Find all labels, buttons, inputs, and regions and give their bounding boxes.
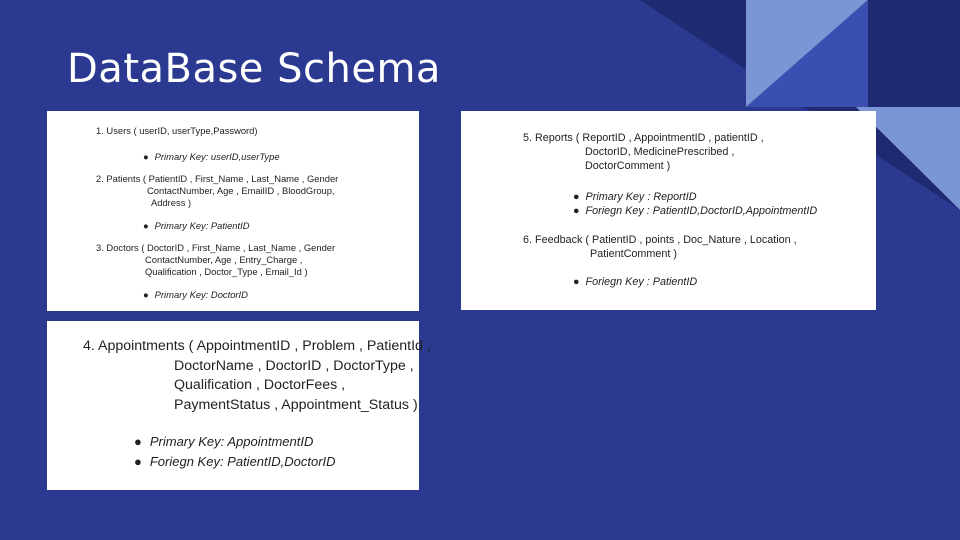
patients-definition-line2: ContactNumber, Age , EmailID , BloodGroup, — [147, 185, 335, 196]
bullet-icon: ● — [573, 205, 580, 217]
feedback-entry — [523, 233, 797, 261]
bullet-icon: ● — [573, 191, 580, 203]
reports-entry — [523, 131, 764, 173]
patients-primary-key — [143, 220, 250, 232]
reports-foreign-key — [573, 204, 817, 218]
doctors-primary-key-text: Primary Key: DoctorID — [154, 289, 248, 300]
bullet-icon: ● — [143, 289, 149, 300]
patients-definition-line1: 2. Patients ( PatientID , First_Name , Last_Name , Gender — [96, 173, 339, 184]
reports-definition-line3: DoctorComment ) — [585, 160, 671, 172]
patients-entry — [96, 173, 338, 209]
patients-definition-line3: Address ) — [151, 197, 192, 208]
feedback-foreign-key-text: Foriegn Key : PatientID — [585, 276, 698, 288]
doctors-definition-line3: Qualification , Doctor_Type , Email_Id ) — [145, 266, 308, 277]
patients-primary-key-text: Primary Key: PatientID — [154, 220, 250, 231]
users-definition: 1. Users ( userID, userType,Password) — [96, 125, 258, 136]
appointments-primary-key-text: Primary Key: AppointmentID — [149, 434, 314, 449]
feedback-definition-line1: 6. Feedback ( PatientID , points , Doc_Nature , Location , — [523, 234, 797, 246]
schema-panel-appointments — [47, 321, 431, 490]
reports-primary-key — [573, 190, 697, 204]
users-primary-key — [143, 151, 280, 163]
reports-foreign-key-text: Foriegn Key : PatientID,DoctorID,AppointmentID — [585, 205, 818, 217]
appointments-entry — [83, 337, 431, 415]
schema-panel-reports-feedback — [461, 111, 876, 310]
bullet-icon: ● — [573, 276, 580, 288]
appointments-foreign-key — [134, 452, 336, 472]
appointments-definition-line3: Qualification , DoctorFees , — [174, 377, 346, 393]
users-primary-key-text: Primary Key: userID,userType — [154, 151, 280, 162]
feedback-definition-line2: PatientComment ) — [590, 248, 678, 260]
appointments-definition-line2: DoctorName , DoctorID , DoctorType , — [174, 357, 414, 374]
reports-definition-line1: 5. Reports ( ReportID , AppointmentID , patientID , — [523, 132, 764, 144]
slide-title: DataBase Schema — [67, 46, 441, 92]
doctors-primary-key — [143, 289, 248, 301]
appointments-foreign-key-text: Foriegn Key: PatientID,DoctorID — [149, 454, 336, 469]
bullet-icon: ● — [134, 434, 142, 449]
feedback-foreign-key — [573, 275, 697, 289]
bullet-icon: ● — [134, 454, 142, 469]
users-entry — [96, 125, 258, 137]
appointments-definition-line1: 4. Appointments ( AppointmentID , Problem , PatientId , — [83, 338, 431, 354]
doctors-entry — [96, 242, 335, 278]
reports-primary-key-text: Primary Key : ReportID — [585, 191, 697, 203]
reports-definition-line2: DoctorID, MedicinePrescribed , — [585, 146, 735, 158]
bullet-icon: ● — [143, 220, 149, 231]
doctors-definition-line2: ContactNumber, Age , Entry_Charge , — [145, 254, 303, 265]
bullet-icon: ● — [143, 151, 149, 162]
schema-panel-users-patients-doctors — [47, 111, 419, 311]
doctors-definition-line1: 3. Doctors ( DoctorID , First_Name , Last_Name , Gender — [96, 242, 336, 253]
appointments-primary-key — [134, 432, 313, 452]
appointments-definition-line4: PaymentStatus , Appointment_Status ) — [174, 396, 418, 413]
